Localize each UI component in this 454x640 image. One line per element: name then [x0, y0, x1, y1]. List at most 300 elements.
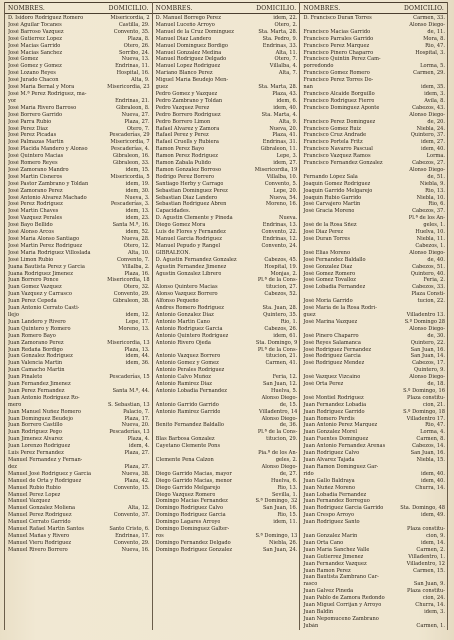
directory-entry [156, 291, 298, 298]
entry-address: idem, 30. [125, 187, 150, 194]
directory-entry [156, 374, 298, 381]
entry-name: José M.ª Perez Rodriguez, ma- [8, 90, 87, 97]
directory-entry [303, 540, 445, 547]
entry-name: José Reyes Salamanca [303, 339, 361, 346]
directory-entry [156, 132, 298, 139]
directory-entry [156, 22, 298, 29]
entry-name: Juan Lorenzo Rodriguez [8, 443, 71, 450]
entry-name: Juan Manuel Nuñez Romero [8, 408, 81, 415]
directory-entry [303, 291, 445, 298]
entry-address: idem, 3. [424, 608, 446, 615]
directory-entry [156, 153, 298, 160]
entry-name: José Quintero Macias [8, 153, 64, 160]
directory-entry [303, 98, 445, 105]
entry-name: José Jurado Chacon [8, 77, 59, 84]
entry-address: San Juan, 16. [410, 450, 446, 457]
directory-entry [8, 464, 150, 471]
entry-address: cion, 9. [426, 532, 446, 539]
directory-entry [156, 319, 298, 326]
entry-name: José Pinero Chaparro [303, 332, 359, 339]
directory-entry [8, 409, 150, 416]
entry-address: S.º Domingo, 16 [403, 387, 446, 394]
entry-name: Rafael Cruells y Rubiera [155, 139, 219, 146]
directory-entry [8, 305, 150, 312]
entry-address: idem, 15. [125, 166, 150, 173]
directory-entry [156, 188, 298, 195]
directory-entry [156, 416, 298, 423]
entry-name: José Perez Picadas [8, 132, 57, 139]
entry-address: Alonso Diego- [409, 325, 446, 332]
directory-entry [303, 457, 445, 464]
entry-address: Convento, 37. [113, 512, 150, 519]
directory-entry [303, 498, 445, 505]
directory-entry [156, 312, 298, 319]
entry-name: José Lobadia Fernandez [303, 284, 366, 291]
entry-name: José Parra Rubio [8, 118, 52, 125]
entry-name: nan [303, 84, 313, 91]
entry-name: D. Manuel Borrego Perez [155, 15, 221, 21]
directory-entry [8, 264, 150, 271]
entry-name: Juan Valencia Martin [8, 360, 63, 367]
entry-name: Alonso Vazquez Borrero [155, 291, 218, 298]
directory-entry [156, 112, 298, 119]
entry-name: Ramon Perez Rodriguez [155, 153, 218, 160]
entry-name: Rafael Perez y Perez [155, 132, 209, 139]
entry-name: Juan María Sanchez Valle [303, 546, 370, 553]
header-domicilio: DOMICILIO. [403, 5, 445, 12]
entry-address: S. Sebastian, 13 [107, 401, 150, 408]
entry-name: Francisco Perez Torres Do- [303, 77, 374, 84]
entry-name: Francisco Fernandez Gonzalez [303, 160, 383, 167]
entry-address: Otero, 26. [123, 42, 150, 49]
column-2 [152, 2, 300, 630]
entry-name: Miguel María Beudejo Men- [155, 77, 229, 84]
entry-address: Sta. Domingo, 9 [255, 339, 298, 346]
entry-address: Carmen, 15. [413, 567, 446, 574]
entry-name: Pedro Zambrano y Toldan [155, 97, 223, 104]
directory-entry [8, 250, 150, 257]
entry-name: Francisco Cruz Andrade [303, 132, 367, 139]
entry-name: Antonio Martin Cano [155, 318, 210, 325]
directory-entry [8, 374, 150, 381]
directory-entry [303, 319, 445, 326]
directory-entry [156, 236, 298, 243]
entry-name: Rafael Alvarez y Zamora [155, 125, 220, 132]
entry-address: idem, 13. [125, 208, 150, 215]
entry-address: Niebla, 9. [419, 180, 446, 187]
directory-entry [8, 478, 150, 485]
directory-entry [303, 63, 445, 70]
directory-entry [8, 257, 150, 264]
entry-name: Juan Fernandez Borreguo [303, 498, 370, 505]
directory-entry [8, 443, 150, 450]
directory-entry [156, 464, 298, 471]
directory-entry [156, 70, 298, 77]
entry-address: Niebla, 10. [416, 194, 446, 201]
entry-address: Villadentro 17. [406, 415, 446, 422]
entry-address: Palacio, 7. [123, 408, 150, 415]
entry-name: Domingo Domínguez Galter- [155, 526, 230, 533]
entry-name: José Borrero Garrido [8, 111, 63, 118]
entry-address: Endrinas, 11. [115, 63, 150, 70]
entry-address: Nueva, 28. [121, 236, 150, 242]
entry-address: Misericordia, 7 [110, 139, 150, 146]
entry-name: Juan Galvez Pineda [303, 588, 354, 595]
entry-name: José Barroso Vazquez [8, 28, 64, 35]
directory-entry [8, 381, 150, 388]
entry-address: Plaza, 27. [124, 450, 150, 457]
entry-address: Villadentro, 12 [406, 560, 446, 567]
entry-name: Francisco Domínguez Aponte [303, 104, 380, 111]
directory-entry [8, 388, 150, 395]
entry-name: D. Francisco Duran Torres [303, 15, 372, 21]
entry-name: José Rodriguez Garcia [303, 353, 361, 360]
directory-entry [303, 574, 445, 581]
directory-entry [8, 29, 150, 36]
entry-name: Antonio Quintero Rodriguez [155, 332, 229, 339]
entry-name: Diego Garrido Melgarejo [155, 484, 221, 491]
directory-entry [8, 540, 150, 547]
entry-name: Jubán [303, 622, 319, 629]
column-1 [4, 2, 152, 630]
entry-name: guez [155, 84, 168, 91]
entry-name: Diego Vazquez Romero [155, 491, 216, 498]
entry-name: Juan Borrero Castillo [8, 422, 63, 429]
entry-name: Juan Quintero y Romero [8, 325, 71, 332]
directory-entry [303, 201, 445, 208]
entry-address: Otero, 2. [274, 21, 298, 28]
entry-address: Pl.ª de la Cons- [257, 429, 298, 436]
entry-name: Fernando López Sala [303, 173, 358, 180]
directory-entry [303, 243, 445, 250]
directory-entry [303, 188, 445, 195]
directory-entry [303, 519, 445, 526]
entry-name: Francisco Perez Domínguez [303, 118, 376, 125]
entry-address: Quintero, 40. [410, 270, 446, 277]
entry-address: Cabezos, 17. [412, 360, 446, 367]
directory-entry [303, 208, 445, 215]
entry-address: Plaza, 27. [124, 463, 150, 470]
directory-columns [4, 2, 448, 630]
entry-address: Rio, 47. [425, 42, 446, 49]
directory-entry [303, 174, 445, 181]
directory-entry [156, 222, 298, 229]
entry-address: Moreno, 13. [118, 325, 150, 332]
directory-entry [156, 160, 298, 167]
entry-name: José Diaz Perez [303, 229, 344, 236]
entry-address: Convento, 5. [264, 180, 298, 187]
directory-entry [156, 298, 298, 305]
directory-entry [156, 526, 298, 533]
directory-entry [303, 602, 445, 609]
directory-entry [156, 492, 298, 499]
entry-address: Convento, 29. [113, 539, 150, 546]
entry-name: Juan Orta Cano [303, 539, 344, 546]
entry-address: Rio, 15. [277, 512, 298, 519]
entry-address: idem, 61. [273, 332, 298, 339]
entry-address: Rio, 47. [425, 422, 446, 429]
directory-entry [303, 340, 445, 347]
directory-entry [156, 174, 298, 181]
entry-name: porredondo [303, 63, 334, 70]
entry-name: José Macias Sanchez [8, 49, 62, 56]
directory-entry [156, 471, 298, 478]
entry-address: Lorma, 5. [420, 63, 446, 70]
entry-name: Juan Landero y Rivero [8, 318, 66, 325]
entry-name: José Elias Moreno [303, 249, 351, 256]
directory-entry [8, 291, 150, 298]
directory-entry [8, 271, 150, 278]
entry-address: Plaza, 27. [124, 118, 150, 125]
entry-address: Misericordia, 18 [107, 277, 150, 284]
entry-name: Juan Gallo Baldraya [303, 477, 355, 484]
entry-name: Juan Gomez Vazquez [8, 284, 62, 291]
directory-entry [156, 353, 298, 360]
entry-name: Juan Rodriguez Calvo [303, 450, 360, 457]
directory-entry [156, 201, 298, 208]
entry-address: Alonso Diego- [261, 394, 298, 401]
directory-entry [156, 63, 298, 70]
entry-address: idem, 44. [125, 353, 150, 360]
entry-address: Plaza, 8. [127, 35, 150, 42]
directory-entry [303, 388, 445, 395]
entry-address: Pescaderías, 4. [110, 146, 150, 153]
directory-entry [8, 402, 150, 409]
entry-address: Alta, 12. [127, 505, 150, 512]
entry-name: Cayetano Clemente Pons [155, 443, 221, 450]
entry-list [153, 14, 300, 554]
entry-address: Rio, 13. [277, 484, 298, 491]
directory-entry [303, 229, 445, 236]
entry-address: San Juan, 14. [410, 353, 446, 360]
directory-entry [8, 167, 150, 174]
entry-name: Manuel Rafael Martin Santos [8, 526, 85, 533]
entry-name: Diego Garrido Macias, mayor [155, 470, 232, 477]
directory-entry [303, 146, 445, 153]
entry-address: Convento, 15. [113, 484, 150, 491]
entry-address: Villadentro, 14 [259, 408, 298, 415]
directory-entry [156, 215, 298, 222]
entry-name: José Perez Diaz [8, 125, 48, 132]
entry-name: Juan Rodriguez Garrido [303, 408, 365, 415]
entry-name: José María Rodriguez Villoslada [8, 249, 91, 256]
directory-entry [156, 195, 298, 202]
entry-address: Alonso Diego- [409, 374, 446, 381]
entry-address: Alonso Diego- [261, 415, 298, 422]
entry-address: de, 18. [427, 381, 446, 388]
entry-address: Sorribo, 24. [118, 49, 150, 56]
directory-entry [303, 374, 445, 381]
directory-entry [303, 568, 445, 575]
directory-entry [8, 43, 150, 50]
entry-address: Santa M.ª, 44. [112, 387, 150, 394]
entry-name: Juan Nepomuceno Zambrano [303, 615, 379, 622]
directory-entry [303, 15, 445, 22]
directory-entry [156, 243, 298, 250]
entry-name: Manuel Perez Lopez [8, 491, 61, 498]
entry-name: Francisco Perez Márquez [303, 42, 370, 49]
entry-name: Juan Nuñez Moreno [303, 484, 356, 491]
directory-entry [303, 492, 445, 499]
directory-entry [156, 388, 298, 395]
entry-name: Juan Rodriguez Santo [303, 519, 360, 526]
entry-address: Gibraleon, 33. [112, 160, 150, 167]
entry-address: Lorma. [426, 153, 446, 160]
directory-entry [303, 43, 445, 50]
directory-entry [156, 429, 298, 436]
entry-address: Endrinas, 13. [262, 222, 298, 229]
entry-address: Convento, 35. [113, 28, 150, 35]
entry-address: Gibraleon, 16. [112, 153, 150, 160]
directory-entry [303, 305, 445, 312]
directory-entry [156, 505, 298, 512]
entry-address: Quintero, 37. [410, 132, 446, 139]
directory-entry [303, 360, 445, 367]
entry-name: Manuel Diaz Landero [155, 35, 212, 42]
directory-entry [8, 70, 150, 77]
entry-name: José María Bernal y Mora [8, 84, 75, 91]
directory-entry [156, 139, 298, 146]
entry-address: geles, 2. [275, 457, 298, 463]
entry-name: Juan Rodriguez Pego [8, 429, 62, 436]
entry-address: Lepe, 20. [273, 187, 298, 194]
directory-entry [8, 229, 150, 236]
directory-entry [303, 257, 445, 264]
entry-name: D. Isidoro Rodriguez Romero [8, 15, 84, 21]
entry-address: idem, 40. [420, 477, 446, 484]
directory-entry [8, 298, 150, 305]
entry-address: Santa M.ª, 16. [112, 222, 150, 229]
entry-name: Francisco Rodriguez Fierro [303, 97, 375, 104]
entry-address: Santo Cristo, 6. [109, 526, 150, 533]
directory-entry [8, 416, 150, 423]
directory-entry [156, 105, 298, 112]
entry-address: Endrinas, 33. [262, 42, 298, 49]
entry-address: Moreno, 16. [265, 201, 298, 208]
directory-entry [8, 526, 150, 533]
directory-entry [8, 533, 150, 540]
entry-address: Cabezos, 52. [264, 291, 298, 298]
entry-address: tucion, 22. [417, 298, 446, 305]
entry-name: Francisco Portela Fritz [303, 139, 363, 146]
entry-address: Pescaderías, 15 [109, 374, 150, 381]
directory-entry [156, 333, 298, 340]
entry-address: Cabezos, 33. [412, 284, 446, 291]
entry-name: Manuel Rivero Borrero [8, 546, 68, 553]
directory-entry [8, 112, 150, 119]
entry-name: Juan Baldin [303, 608, 334, 615]
directory-entry [303, 222, 445, 229]
entry-address: Niebla, 26. [268, 539, 298, 546]
entry-name: Manuel Mañas y Rivero [8, 532, 70, 539]
entry-address: Rio, 1. [280, 318, 298, 325]
directory-entry [303, 29, 445, 36]
directory-entry [8, 429, 150, 436]
entry-name: Sebastian Diaz Landero [155, 194, 218, 201]
entry-address: Nueva, 54. [269, 194, 298, 201]
directory-entry [156, 478, 298, 485]
directory-entry [156, 277, 298, 284]
directory-entry [303, 443, 445, 450]
directory-entry [156, 498, 298, 505]
entry-name: Juan Antonio Perez Marquez [303, 422, 378, 429]
entry-name: Juan Fernandez Lobadia [303, 401, 367, 408]
entry-name: Juan Romero Bayo [8, 332, 56, 339]
entry-name: José Montiel Rodriguez [303, 394, 364, 401]
entry-address: cion, 24. [422, 595, 446, 602]
entry-name: Juan Ramon Perez [303, 567, 351, 574]
entry-name: Ramon Gonzalez Borroso [155, 166, 221, 173]
directory-entry [303, 250, 445, 257]
entry-name: Andres Romero Rodriguez [155, 305, 224, 312]
directory-entry [156, 229, 298, 236]
directory-entry [303, 181, 445, 188]
entry-address: Convento, 29. [113, 291, 150, 298]
entry-name: Santiago Herby y Carrago [155, 180, 224, 187]
entry-name: Alonso Quintero Macias [155, 284, 218, 291]
entry-address: San Juan, 24. [262, 546, 298, 553]
header-nombres: NOMBRES. [8, 5, 46, 12]
directory-entry [156, 485, 298, 492]
entry-address: Quintero, 35. [263, 311, 298, 318]
entry-address: Cabezos, 37. [412, 208, 446, 215]
directory-entry [156, 409, 298, 416]
entry-name: José María Alonso Santiago [8, 236, 80, 242]
entry-name: José Zamorano Mandro [8, 166, 69, 173]
directory-entry [8, 457, 150, 464]
directory-entry [8, 84, 150, 91]
directory-entry [156, 326, 298, 333]
entry-name: José Carvajero Martin [303, 201, 361, 208]
entry-name: José Gomez Romero [303, 270, 356, 277]
entry-name: José Limon Rubio [8, 256, 54, 263]
entry-name: José Bayo Bellido [8, 222, 53, 229]
directory-entry [156, 519, 298, 526]
entry-address: S.ª Domingo, 32 [255, 498, 298, 505]
entry-name: Juan Pablo de Zamora Redondo [303, 595, 385, 602]
entry-address: Hospital, 16. [116, 70, 150, 77]
entry-address: Niebla, 15. [416, 457, 446, 463]
directory-entry [303, 409, 445, 416]
directory-entry [303, 609, 445, 616]
entry-name: Luis de Flores y Fernandez [155, 229, 226, 236]
entry-name: Juan Perez Cepeda [8, 298, 57, 305]
entry-address: Otero, 12. [123, 242, 150, 249]
directory-entry [156, 250, 298, 257]
entry-address: Plaza constitu- [407, 394, 446, 401]
directory-entry [156, 512, 298, 519]
entry-name: Manuel Vazquez [8, 498, 51, 505]
directory-entry [8, 284, 150, 291]
entry-name: D. Agustin Clemente y Pineda [155, 215, 233, 222]
entry-name: Juan Perez Fernandez [8, 387, 65, 394]
entry-name: Clemente Pena Calzon [155, 457, 214, 463]
entry-name: dez [8, 463, 17, 470]
entry-name: Ramon Zabala Pulido [155, 160, 211, 167]
directory-entry [156, 547, 298, 554]
entry-address: Hospital, 19. [264, 263, 298, 270]
directory-entry [303, 436, 445, 443]
entry-name: José Martin Chaves [8, 208, 59, 215]
entry-address: de, 15. [279, 401, 298, 408]
entry-address: Plaza, 4. [127, 436, 150, 443]
directory-entry [8, 119, 150, 126]
entry-name: Antonio Garrido Garrido [155, 401, 219, 408]
directory-entry [156, 457, 298, 464]
entry-address: Churra, 14. [415, 602, 446, 609]
entry-address: idem, 12. [125, 311, 150, 318]
entry-name: mero [8, 401, 22, 408]
